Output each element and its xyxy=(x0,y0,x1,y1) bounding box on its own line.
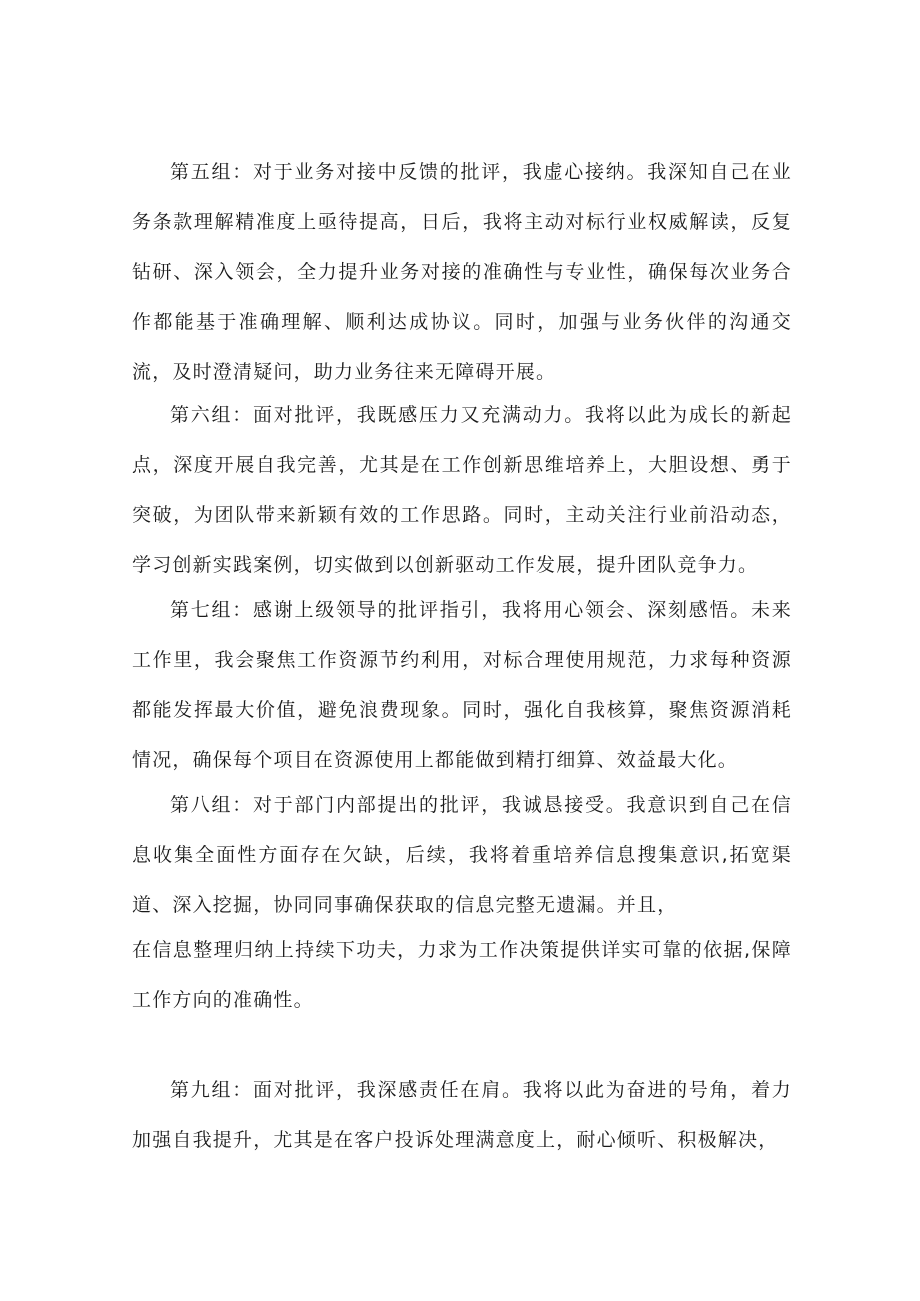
paragraph-group-8-continued: 在信息整理归纳上持续下功夫，力求为工作决策提供详实可靠的依据,保障工作方向的准确性。 xyxy=(132,939,792,1011)
paragraph-group-5: 第五组：对于业务对接中反馈的批评，我虚心接纳。我深知自己在业务条款理解精准度上亟待提高，日后，我将主动对标行业权威解读，反复钻研、深入领会，全力提升业务对接的准确性与专业性，确保每次业务合作都能基于准确理解、顺利达成协议。同时，加强与业务伙伴的沟通交流，及时澄清疑问，助力业务往来无障碍开展。 xyxy=(132,161,792,383)
paragraph-group-8: 第八组：对于部门内部提出的批评，我诚恳接受。我意识到自己在信息收集全面性方面存在欠缺，后续，我将着重培养信息搜集意识,拓宽渠道、深入挖掘，协同同事确保获取的信息完整无遗漏。并且， xyxy=(132,794,792,916)
paragraph-group-6: 第六组：面对批评，我既感压力又充满动力。我将以此为成长的新起点，深度开展自我完善，尤其是在工作创新思维培养上，大胆设想、勇于突破，为团队带来新颖有效的工作思路。同时，主动关注行业前沿动态，学习创新实践案例，切实做到以创新驱动工作发展，提升团队竞争力。 xyxy=(132,404,792,576)
paragraph-group-7: 第七组：感谢上级领导的批评指引，我将用心领会、深刻感悟。未来工作里，我会聚焦工作资源节约利用，对标合理使用规范，力求每种资源都能发挥最大价值，避免浪费现象。同时，强化自我核算，聚焦资源消耗情况，确保每个项目在资源使用上都能做到精打细算、效益最大化。 xyxy=(132,599,792,771)
paragraph-group-9: 第九组：面对批评，我深感责任在肩。我将以此为奋进的号角，着力加强自我提升，尤其是在客户投诉处理满意度上，耐心倾听、积极解决， xyxy=(132,1079,792,1151)
